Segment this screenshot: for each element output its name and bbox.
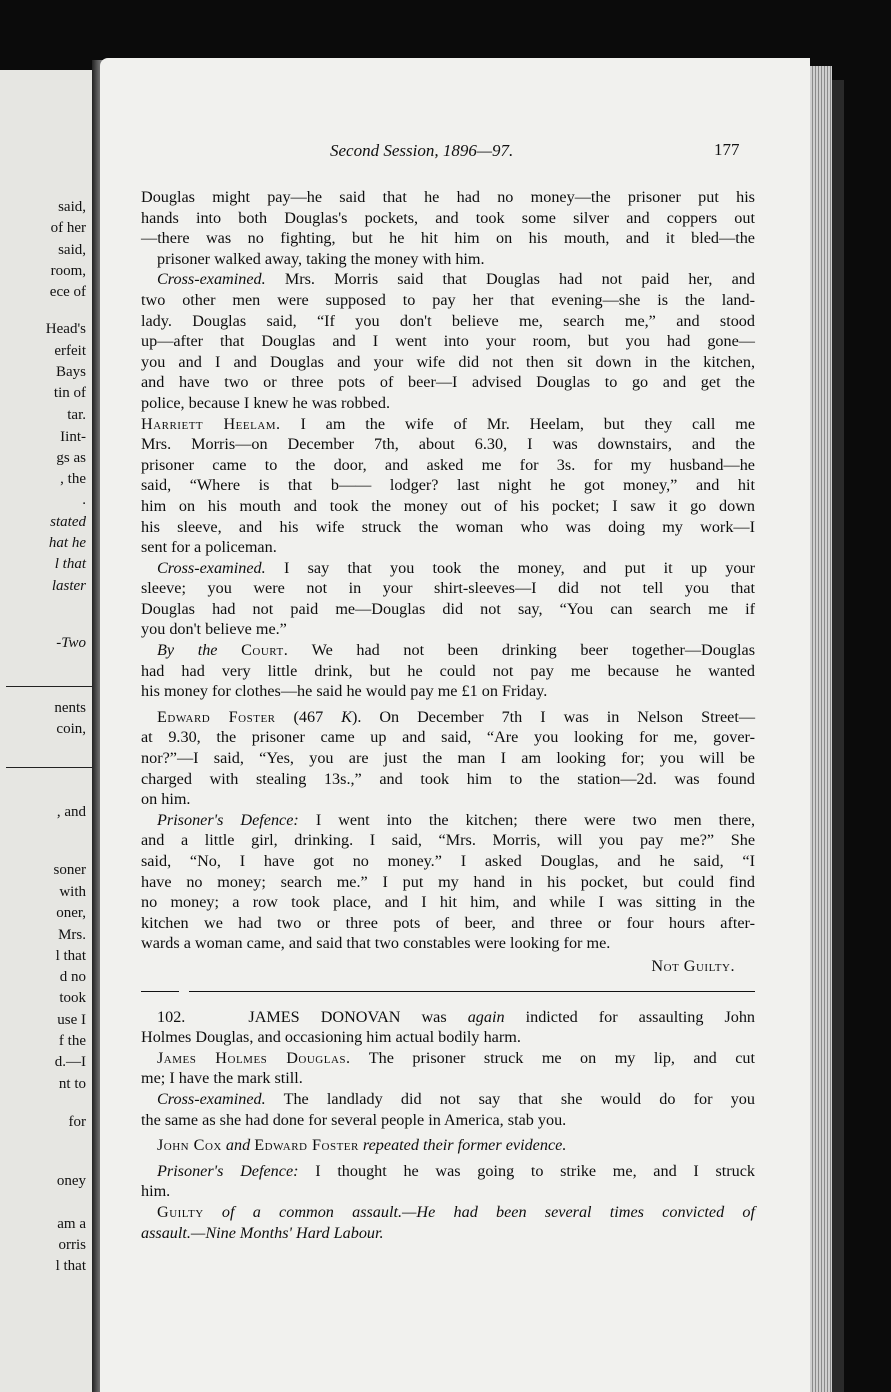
left-page-text-fragment: Bays bbox=[56, 364, 86, 380]
text-line: Douglas might pay—he said that he had no money—the prisoner put his bbox=[141, 188, 755, 206]
text-line: him on his mouth and took the money out of his pocket; I saw it go down bbox=[141, 496, 755, 515]
text-line: me; I have the mark still. bbox=[141, 1069, 303, 1088]
left-page-text-fragment: gs as bbox=[56, 450, 86, 466]
left-page-text-fragment: , and bbox=[56, 804, 86, 820]
text-word: and bbox=[225, 1136, 251, 1155]
text-line: and a little girl, drinking. I said, “Mrs. Morris, will you pay me?” She bbox=[141, 831, 755, 850]
left-page-text-fragment: Iint- bbox=[60, 429, 86, 445]
left-page-text-fragment: tar. bbox=[67, 407, 86, 423]
text-line: up—after that Douglas and I went into your room, but you had gone— bbox=[141, 332, 755, 351]
text-line: Mrs. Morris said that Douglas had not paid her, and bbox=[284, 270, 755, 289]
text-line: I say that you took the money, and put it up your bbox=[283, 558, 756, 577]
paragraph-sentence bbox=[141, 1202, 755, 1243]
text-line: I went into the kitchen; there were two men there, bbox=[315, 810, 756, 829]
text-line: lady. Douglas said, “If you don't believe me, search me,” and stood bbox=[141, 311, 755, 330]
paragraph-prisoners-defence-1 bbox=[141, 810, 755, 977]
left-page-text-fragment: l that bbox=[54, 556, 86, 572]
rule-short bbox=[141, 991, 179, 992]
text-line: Holmes Douglas, and occasioning him actual bodily harm. bbox=[141, 1028, 521, 1047]
left-page-text-fragment: orris bbox=[58, 1237, 86, 1253]
text-line: police, because I knew he was robbed. bbox=[141, 393, 391, 412]
text-line: at 9.30, the prisoner came up and said, “Are you looking for me, gover- bbox=[141, 728, 755, 747]
paragraph-cross-examination-1 bbox=[141, 269, 755, 413]
text-word-again: again bbox=[467, 1007, 505, 1026]
text-line: Douglas had not paid me—Douglas did not say, “You can search me if bbox=[141, 599, 755, 618]
text-line: wards a woman came, and said that two constables were looking for me. bbox=[141, 934, 611, 953]
left-page-text-fragment: d no bbox=[59, 969, 86, 985]
speaker-label: Cross-examined. bbox=[157, 558, 266, 577]
text-line: on him. bbox=[141, 790, 191, 809]
left-page-text-fragment: , the bbox=[60, 471, 86, 487]
paragraph-edward-foster bbox=[141, 707, 755, 810]
left-page-text-fragment: of her bbox=[50, 220, 86, 236]
text-line: you and I and Douglas and your wife did not then sit down in the kitchen, bbox=[141, 352, 755, 371]
text-line: the same as she had done for several people in America, stab you. bbox=[141, 1110, 567, 1129]
left-page-text-fragment: Mrs. bbox=[58, 927, 86, 943]
paragraph-repeated-evidence bbox=[141, 1135, 755, 1156]
text-line: charged with stealing 13s.,” and took him to the station—2d. was found bbox=[141, 769, 755, 788]
text-line: his sleeve, and his wife struck the woman who was doing my work—I bbox=[141, 517, 755, 536]
paragraph-james-holmes-douglas bbox=[141, 1048, 755, 1089]
left-page-text-fragment: with bbox=[59, 884, 86, 900]
left-page-text-fragment: f the bbox=[58, 1033, 86, 1049]
speaker-label-court: Court. bbox=[241, 641, 289, 660]
left-page-rule bbox=[6, 767, 92, 768]
text-line: have no money; search me.” I put my hand in his pocket, but could find bbox=[141, 872, 755, 891]
left-page-text-fragment: stated bbox=[50, 514, 86, 530]
left-page-text-fragment: ece of bbox=[49, 284, 86, 300]
text-line: two other men were supposed to pay her that evening—she is the land- bbox=[141, 290, 755, 309]
text-line: prisoner walked away, taking the money with him. bbox=[157, 249, 485, 268]
left-page-rule bbox=[6, 686, 92, 687]
text-line: sent for a policeman. bbox=[141, 538, 277, 557]
text-line: said, “No, I have got no money.” I asked Douglas, and he said, “I bbox=[141, 852, 755, 870]
page-body bbox=[141, 187, 755, 1243]
text-line: Mrs. Morris—on December 7th, about 6.30, I was downstairs, and the bbox=[141, 435, 755, 454]
text-line: you don't believe me.” bbox=[141, 620, 287, 639]
left-page-text-fragment: said, bbox=[58, 242, 86, 258]
text-line: indicted for assaulting John bbox=[525, 1007, 756, 1026]
left-page-text-fragment: nents bbox=[54, 700, 86, 716]
rule-long bbox=[189, 991, 755, 992]
text-line: sleeve; you were not in your shirt-sleeves—I did not tell you that bbox=[141, 579, 755, 598]
paragraph-cross-examination-3 bbox=[141, 1089, 755, 1130]
badge-number: (467 bbox=[275, 707, 342, 726]
text-line: had had very little drink, but he could not pay me because he wanted bbox=[141, 661, 755, 680]
speaker-label: Cross-examined. bbox=[157, 270, 266, 289]
page-edges bbox=[810, 66, 832, 1392]
speaker-label-by: By the bbox=[157, 641, 218, 660]
left-page-text-fragment: am a bbox=[57, 1216, 86, 1232]
text-line: assault.—Nine Months' Hard Labour. bbox=[141, 1223, 384, 1242]
text-line: said, “Where is that b—— lodger? last night he got money,” and hit bbox=[141, 476, 755, 495]
text-line: I am the wife of Mr. Heelam, but they call me bbox=[300, 414, 756, 433]
left-page-text-fragment: took bbox=[59, 990, 86, 1006]
paragraph-prisoners-defence-2 bbox=[141, 1161, 755, 1202]
page-number: 177 bbox=[714, 140, 740, 159]
text-line: kitchen we had two or three pots of beer, and three or four hours after- bbox=[141, 913, 755, 932]
left-page-text-fragment: laster bbox=[51, 578, 86, 594]
left-page-text-fragment: use I bbox=[57, 1012, 86, 1028]
paragraph-by-the-court bbox=[141, 640, 755, 702]
verdict-guilty: Guilty bbox=[157, 1202, 204, 1221]
left-page-text-fragment: hat he bbox=[48, 535, 86, 551]
witness-name: Harriett Heelam. bbox=[141, 414, 281, 433]
badge-division: K bbox=[341, 707, 352, 726]
text-line: repeated their former evidence. bbox=[362, 1136, 567, 1155]
text-line: On December 7th I was in Nelson Street— bbox=[379, 707, 756, 726]
left-page-text-fragment: l that bbox=[55, 1258, 86, 1274]
text-line: I thought he was going to strike me, and I struck bbox=[315, 1161, 756, 1180]
left-page-text-fragment: coin, bbox=[56, 721, 86, 737]
left-page-text-fragment: room, bbox=[50, 263, 86, 279]
paragraph-continuation bbox=[141, 187, 755, 269]
left-page-text-fragment: Head's bbox=[45, 321, 86, 337]
paragraph-harriett-heelam bbox=[141, 414, 755, 558]
left-page-text-fragment: for bbox=[68, 1114, 86, 1130]
left-page-text-fragment: . bbox=[82, 492, 86, 508]
text-line: nor?”—I said, “Yes, you are just the man I am looking for; you will be bbox=[141, 749, 755, 768]
text-line: no money; a row took place, and I hit him, and while I was sitting in the bbox=[141, 893, 755, 912]
left-page-text-fragment: oner, bbox=[56, 905, 86, 921]
speaker-label: Cross-examined. bbox=[157, 1089, 266, 1108]
text-line: hands into both Douglas's pockets, and took some silver and coppers out bbox=[141, 208, 755, 227]
verdict: Not Guilty. bbox=[651, 956, 735, 975]
text-line: We had not been drinking beer together—Douglas bbox=[311, 641, 755, 660]
witness-name: Edward Foster bbox=[157, 707, 276, 726]
witness-name-2: Edward Foster bbox=[254, 1136, 359, 1155]
defendant-name: JAMES DONOVAN bbox=[248, 1007, 401, 1026]
witness-name: James Holmes Douglas. bbox=[157, 1048, 351, 1067]
left-page-text-fragment: -Two bbox=[56, 635, 86, 651]
left-page-text-fragment: l that bbox=[55, 948, 86, 964]
text-line: prisoner came to the door, and asked me for 3s. for my husband—he bbox=[141, 455, 755, 474]
left-page-text-fragment: soner bbox=[53, 862, 86, 878]
text-line: him. bbox=[141, 1182, 171, 1201]
text-line: his money for clothes—he said he would pay me £1 on Friday. bbox=[141, 682, 548, 701]
left-page-text-fragment: erfeit bbox=[54, 343, 86, 359]
case-number: 102. bbox=[157, 1007, 186, 1026]
left-page-text-fragment: said, bbox=[58, 199, 86, 215]
text-word: was bbox=[421, 1007, 447, 1026]
left-page-text-fragment: d.—I bbox=[54, 1054, 86, 1070]
case-separator bbox=[141, 977, 755, 1007]
text-line: The landlady did not say that she would do for you bbox=[283, 1089, 755, 1108]
text-line: The prisoner struck me on my lip, and cut bbox=[368, 1048, 755, 1067]
speaker-label: Prisoner's Defence: bbox=[157, 1161, 299, 1180]
badge-close: ). bbox=[351, 707, 362, 726]
paragraph-cross-examination-2 bbox=[141, 558, 755, 640]
case-102 bbox=[141, 1007, 755, 1048]
left-page-text-fragment: nt to bbox=[58, 1076, 86, 1092]
left-page-text-fragment: oney bbox=[56, 1173, 86, 1189]
left-page-text-fragment: tin of bbox=[53, 385, 86, 401]
witness-name-1: John Cox bbox=[157, 1136, 222, 1155]
running-header: Second Session, 1896—97. bbox=[330, 141, 514, 160]
left-page-fragment bbox=[0, 70, 95, 1392]
text-line: and have two or three pots of beer—I advised Douglas to go and get the bbox=[141, 373, 755, 392]
book-cover-edge bbox=[832, 80, 844, 1392]
text-line: of a common assault.—He had been several times convicted of bbox=[221, 1202, 755, 1221]
text-line: —there was no fighting, but he hit him on his mouth, and it bled—the bbox=[141, 229, 755, 248]
speaker-label: Prisoner's Defence: bbox=[157, 810, 299, 829]
